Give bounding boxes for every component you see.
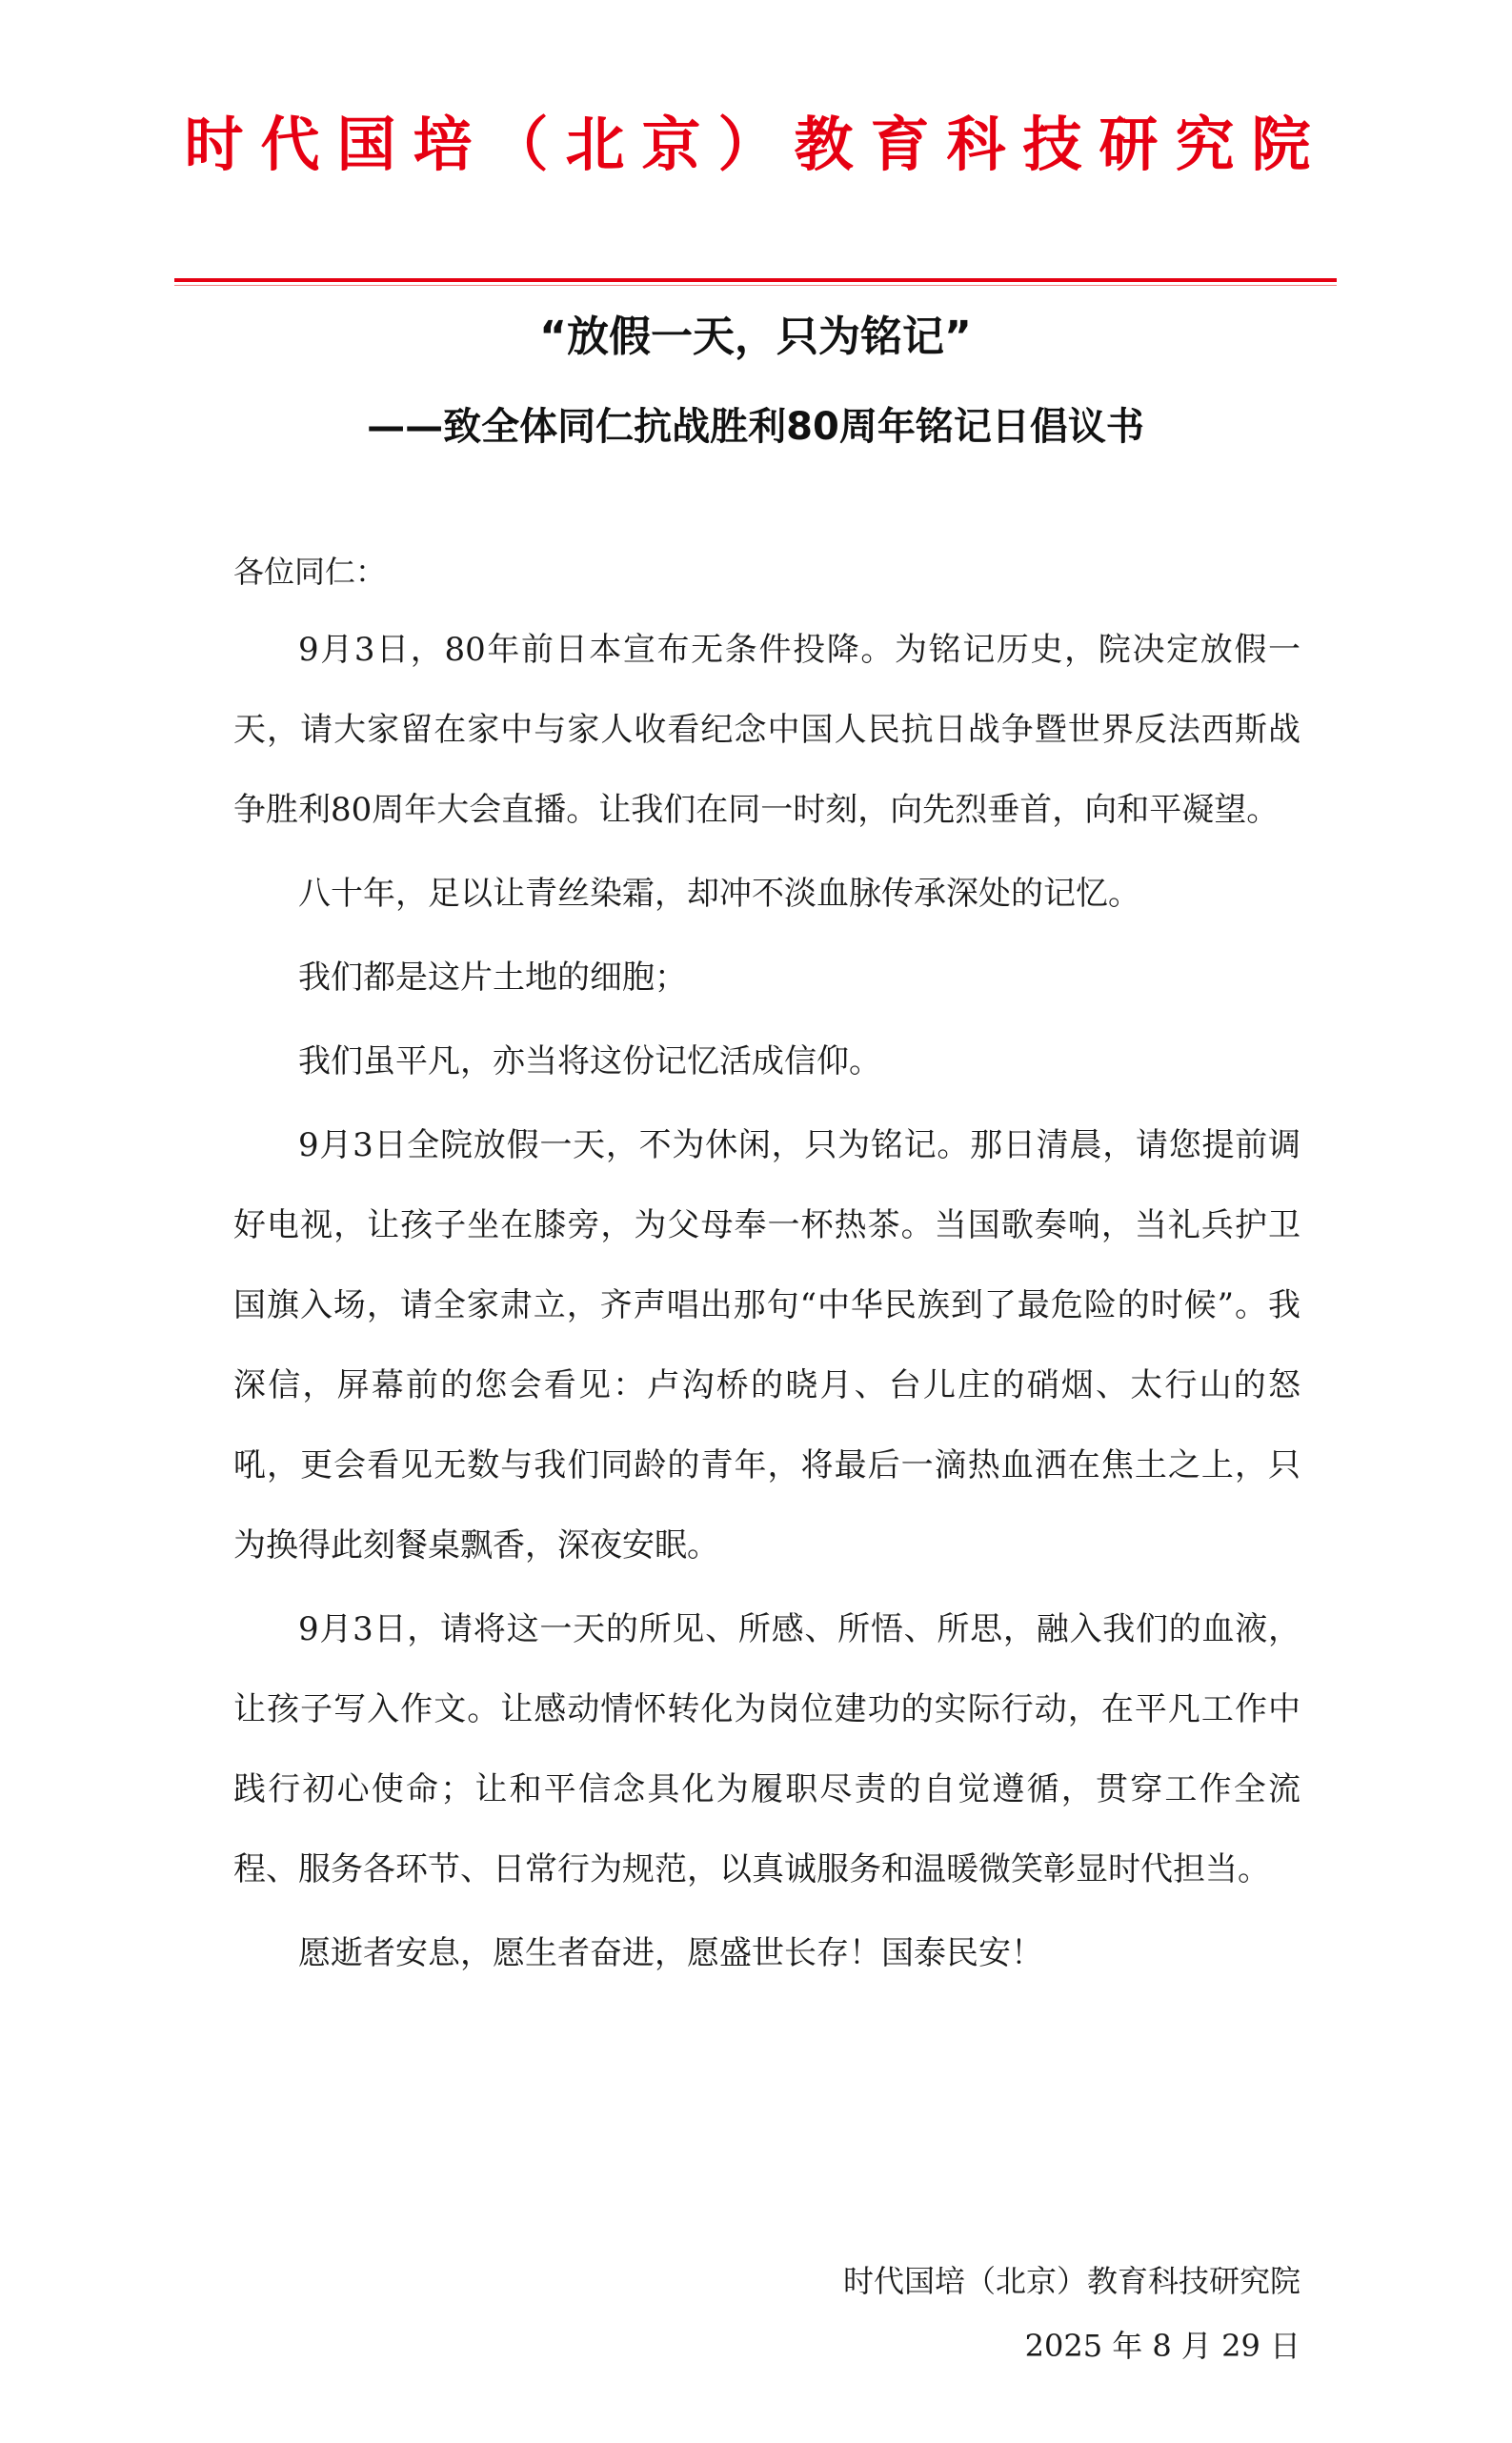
- paragraph-7: 愿逝者安息，愿生者奋进，愿盛世长存！国泰民安！: [298, 1934, 1043, 1972]
- letterhead-red-rule: [174, 278, 1337, 282]
- paragraph-3: 我们都是这片土地的细胞；: [298, 959, 687, 997]
- paragraph-4: 我们虽平凡，亦当将这份记忆活成信仰。: [298, 1042, 881, 1080]
- document-body: [233, 610, 1300, 1993]
- paragraph-6: 9月3日，请将这一天的所见、所感、所悟、所思，融入我们的血液，让孩子写入作文。让感动情怀转化为岗位建功的实际行动，在平凡工作中践行初心使命；让和平信念具化为履职尽责的自觉遵循，贯穿工作全流程、服务各环节、日常行为规范，以真诚服务和温暖微笑彰显时代担当。: [233, 1610, 1300, 1888]
- letterhead-red-rule-shadow: [174, 285, 1337, 286]
- salutation: 各位同仁：: [233, 554, 387, 590]
- signature-org: 时代国培（北京）教育科技研究院: [842, 2263, 1300, 2299]
- document-subtitle: ——致全体同仁抗战胜利80周年铭记日倡议书: [367, 405, 1144, 449]
- document-title: “放假一天，只为铭记”: [539, 313, 972, 361]
- signature-date: 2025 年 8 月 29 日: [1024, 2328, 1300, 2364]
- paragraph-1: 9月3日，80年前日本宣布无条件投降。为铭记历史，院决定放假一天，请大家留在家中与家人收看纪念中国人民抗日战争暨世界反法西斯战争胜利80周年大会直播。让我们在同一时刻，向先烈垂首，向和平凝望。: [233, 631, 1300, 829]
- letterhead-org-name: 时代国培（北京）教育科技研究院: [184, 110, 1328, 179]
- paragraph-2: 八十年，足以让青丝染霜，却冲不淡血脉传承深处的记忆。: [298, 875, 1140, 913]
- paragraph-5: 9月3日全院放假一天，不为休闲，只为铭记。那日清晨，请您提前调好电视，让孩子坐在膝旁，为父母奉一杯热茶。当国歌奏响，当礼兵护卫国旗入场，请全家肃立，齐声唱出那句“中华民族到了最危险的时候”。我深信，屏幕前的您会看见：卢沟桥的晓月、台儿庄的硝烟、太行山的怒吼，更会看见无数与我们同龄的青年，将最后一滴热血洒在焦土之上，只为换得此刻餐桌飘香，深夜安眠。: [233, 1126, 1300, 1565]
- signature-block: [843, 2249, 1300, 2378]
